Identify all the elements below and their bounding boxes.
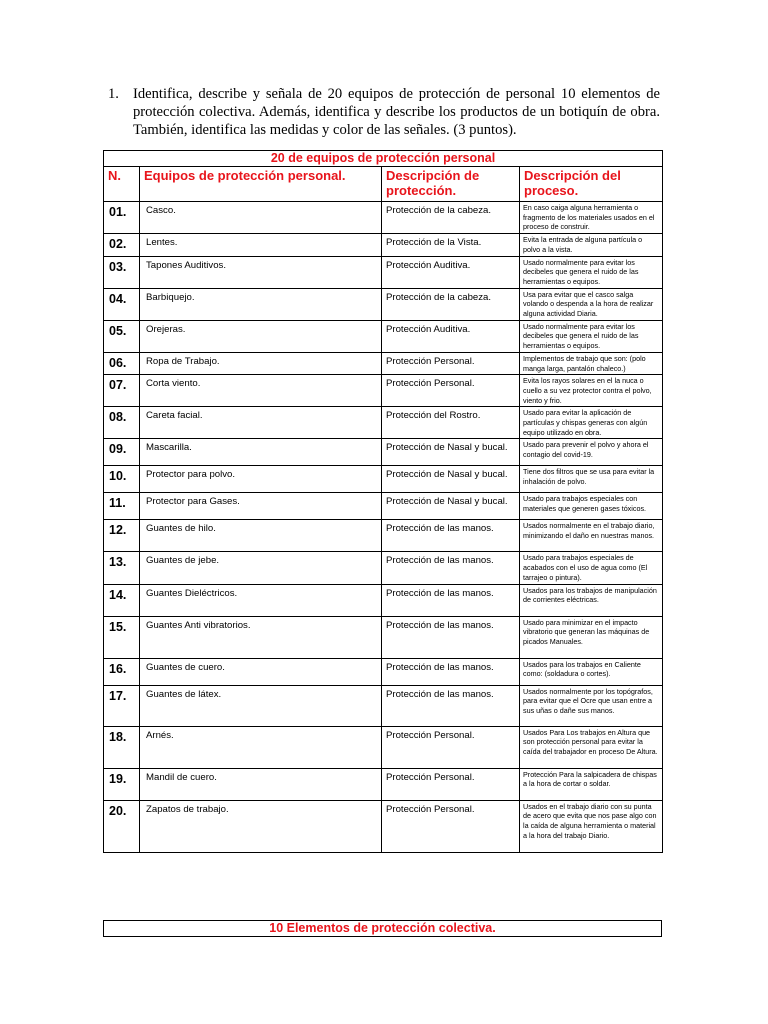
row-equipment: Careta facial. (140, 407, 382, 439)
row-number: 15. (104, 616, 140, 658)
row-equipment: Lentes. (140, 234, 382, 256)
row-equipment: Guantes de jebe. (140, 552, 382, 584)
table-header-row (104, 167, 663, 202)
table-row (104, 466, 663, 493)
table-row (104, 256, 663, 288)
row-equipment: Protector para Gases. (140, 493, 382, 520)
table-row (104, 407, 663, 439)
row-process: Usados Para Los trabajos en Altura que son protección personal para evitar la caída del trabajador en proceso De Altura. (520, 726, 663, 768)
row-process: Usados para los trabajos de manipulación de corrientes eléctricas. (520, 584, 663, 616)
ppe-table (103, 150, 663, 853)
question-number: 1. (108, 86, 119, 102)
row-number: 12. (104, 520, 140, 552)
row-number: 19. (104, 768, 140, 800)
table-row (104, 439, 663, 466)
table-row (104, 768, 663, 800)
table-row (104, 320, 663, 352)
table-row (104, 520, 663, 552)
row-protection: Protección Personal. (382, 375, 520, 407)
row-process: Usado para trabajos especiales de acabados con el uso de agua como (El tarrajeo o pintura). (520, 552, 663, 584)
table-row (104, 234, 663, 256)
row-process: Usa para evitar que el casco salga volando o despenda a la hora de realizar alguna actividad Diaria. (520, 288, 663, 320)
table-row (104, 352, 663, 374)
row-process: Usado normalmente para evitar los decibeles que genera el ruido de las herramientas o equipos. (520, 320, 663, 352)
row-process: Usado para minimizar en el impacto vibratorio que generan las máquinas de picados Manuales. (520, 616, 663, 658)
row-protection: Protección de las manos. (382, 616, 520, 658)
row-process: Evita los rayos solares en el la nuca o cuello a su vez protector contra el polvo, viento y frio. (520, 375, 663, 407)
table-row (104, 202, 663, 234)
row-process: Evita la entrada de alguna partícula o polvo a la vista. (520, 234, 663, 256)
row-equipment: Casco. (140, 202, 382, 234)
row-protection: Protección de las manos. (382, 584, 520, 616)
question-block (108, 85, 660, 139)
header-number: N. (104, 167, 140, 202)
row-protection: Protección de las manos. (382, 658, 520, 685)
row-process: Usados en el trabajo diario con su punta de acero que evita que nos pase algo con la caída de alguna herramienta o material a la hora del trabajo Diario. (520, 800, 663, 852)
header-equipment: Equipos de protección personal. (140, 167, 382, 202)
row-process: Usado para evitar la aplicación de partículas y chispas generas con algún equipo utilizado en obra. (520, 407, 663, 439)
row-number: 07. (104, 375, 140, 407)
row-equipment: Tapones Auditivos. (140, 256, 382, 288)
row-process: Implementos de trabajo que son: (polo manga larga, pantalón chaleco.) (520, 352, 663, 374)
row-number: 09. (104, 439, 140, 466)
row-protection: Protección Auditiva. (382, 320, 520, 352)
collective-table (103, 920, 662, 937)
row-protection: Protección de las manos. (382, 685, 520, 726)
table-row (104, 552, 663, 584)
table-row (104, 800, 663, 852)
table-title-row (104, 151, 663, 167)
row-process: En caso caiga alguna herramienta o fragmento de los materiales usados en el proceso de construir. (520, 202, 663, 234)
row-equipment: Guantes Dieléctricos. (140, 584, 382, 616)
row-equipment: Ropa de Trabajo. (140, 352, 382, 374)
row-number: 04. (104, 288, 140, 320)
row-equipment: Corta viento. (140, 375, 382, 407)
row-protection: Protección de la Vista. (382, 234, 520, 256)
collective-title-row (104, 921, 662, 937)
row-process: Usados normalmente por los topógrafos, para evitar que el Ocre que usan entre a sus uñas o dañe sus manos. (520, 685, 663, 726)
table-row (104, 658, 663, 685)
table-row (104, 375, 663, 407)
row-equipment: Protector para polvo. (140, 466, 382, 493)
row-number: 17. (104, 685, 140, 726)
header-protection: Descripción de protección. (382, 167, 520, 202)
row-protection: Protección del Rostro. (382, 407, 520, 439)
question-text: Identifica, describe y señala de 20 equipos de protección de personal 10 elementos de protección colectiva. Además, identifica y describe los productos de un botiquín de obra. También, identifica las medidas y color de las señales. (3 puntos). (133, 86, 660, 138)
row-equipment: Guantes de látex. (140, 685, 382, 726)
row-process: Usado para trabajos especiales con materiales que generen gases tóxicos. (520, 493, 663, 520)
row-protection: Protección de Nasal y bucal. (382, 439, 520, 466)
row-number: 03. (104, 256, 140, 288)
ppe-table-body (104, 202, 663, 853)
row-number: 10. (104, 466, 140, 493)
row-protection: Protección de la cabeza. (382, 202, 520, 234)
row-number: 06. (104, 352, 140, 374)
row-protection: Protección de Nasal y bucal. (382, 493, 520, 520)
row-protection: Protección Personal. (382, 800, 520, 852)
row-equipment: Guantes Anti vibratorios. (140, 616, 382, 658)
row-number: 13. (104, 552, 140, 584)
row-process: Usados normalmente en el trabajo diario, minimizando el daño en nuestras manos. (520, 520, 663, 552)
row-process: Usado normalmente para evitar los decibeles que genera el ruido de las herramientas o equipos. (520, 256, 663, 288)
table-row (104, 685, 663, 726)
row-process: Protección Para la salpicadera de chispas a la hora de cortar o soldar. (520, 768, 663, 800)
row-equipment: Barbiquejo. (140, 288, 382, 320)
table-row (104, 288, 663, 320)
row-number: 18. (104, 726, 140, 768)
row-equipment: Orejeras. (140, 320, 382, 352)
table-title: 20 de equipos de protección personal (104, 151, 663, 167)
row-protection: Protección de Nasal y bucal. (382, 466, 520, 493)
row-number: 01. (104, 202, 140, 234)
row-equipment: Mandil de cuero. (140, 768, 382, 800)
row-process: Tiene dos filtros que se usa para evitar la inhalación de polvo. (520, 466, 663, 493)
row-number: 11. (104, 493, 140, 520)
row-protection: Protección Personal. (382, 726, 520, 768)
row-protection: Protección de las manos. (382, 552, 520, 584)
row-protection: Protección de la cabeza. (382, 288, 520, 320)
row-number: 14. (104, 584, 140, 616)
row-equipment: Guantes de hilo. (140, 520, 382, 552)
row-equipment: Mascarilla. (140, 439, 382, 466)
collective-title: 10 Elementos de protección colectiva. (104, 921, 662, 937)
row-process: Usados para los trabajos en Caliente como: (soldadura o cortes). (520, 658, 663, 685)
row-number: 08. (104, 407, 140, 439)
row-process: Usado para prevenir el polvo y ahora el contagio del covid-19. (520, 439, 663, 466)
table-row (104, 726, 663, 768)
row-protection: Protección Auditiva. (382, 256, 520, 288)
row-protection: Protección de las manos. (382, 520, 520, 552)
row-protection: Protección Personal. (382, 768, 520, 800)
row-equipment: Arnés. (140, 726, 382, 768)
row-number: 02. (104, 234, 140, 256)
row-number: 20. (104, 800, 140, 852)
header-process: Descripción del proceso. (520, 167, 663, 202)
table-row (104, 584, 663, 616)
row-number: 05. (104, 320, 140, 352)
row-equipment: Guantes de cuero. (140, 658, 382, 685)
table-row (104, 493, 663, 520)
row-protection: Protección Personal. (382, 352, 520, 374)
row-number: 16. (104, 658, 140, 685)
row-equipment: Zapatos de trabajo. (140, 800, 382, 852)
table-row (104, 616, 663, 658)
